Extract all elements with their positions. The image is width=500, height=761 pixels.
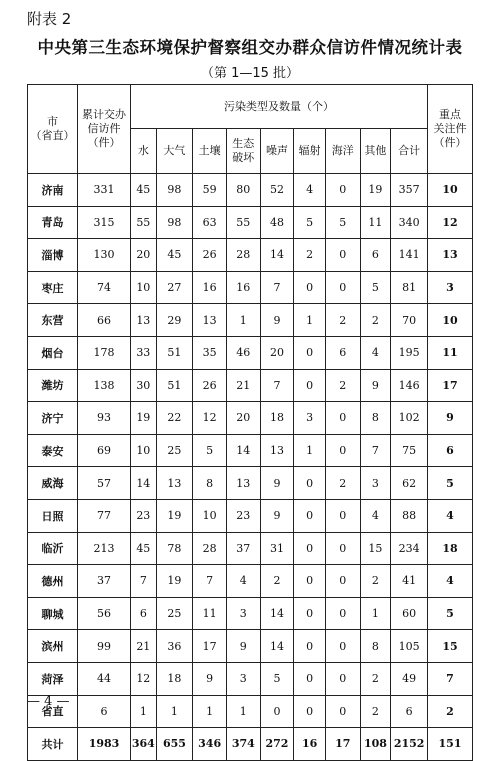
value-cell: 37 — [226, 532, 260, 565]
header-pollution-type: 噪声 — [260, 129, 294, 174]
value-cell: 0 — [294, 565, 326, 598]
value-cell: 105 — [391, 630, 428, 663]
value-cell: 11 — [193, 597, 227, 630]
header-pollution-type: 合计 — [391, 129, 428, 174]
table-row — [28, 239, 473, 272]
value-cell: 9 — [260, 499, 294, 532]
key-cases-cell: 4 — [428, 499, 473, 532]
key-cases-cell: 5 — [428, 597, 473, 630]
value-cell: 52 — [260, 174, 294, 207]
value-cell: 35 — [193, 336, 227, 369]
key-cases-cell: 15 — [428, 630, 473, 663]
value-cell: 5 — [260, 662, 294, 695]
value-cell: 26 — [193, 369, 227, 402]
value-cell: 0 — [325, 630, 360, 663]
value-cell: 1 — [193, 695, 227, 728]
value-cell: 2152 — [391, 728, 428, 761]
city-cell: 青岛 — [28, 206, 78, 239]
header-pollution-type: 生态 破坏 — [226, 129, 260, 174]
value-cell: 1 — [360, 597, 391, 630]
header-pollution-type: 水 — [131, 129, 157, 174]
value-cell: 5 — [294, 206, 326, 239]
value-cell: 138 — [78, 369, 131, 402]
value-cell: 99 — [78, 630, 131, 663]
header-pollution-group: 污染类型及数量（个） — [131, 85, 428, 129]
value-cell: 13 — [156, 467, 193, 500]
key-cases-cell: 4 — [428, 565, 473, 598]
value-cell: 30 — [131, 369, 157, 402]
value-cell: 0 — [260, 695, 294, 728]
header-cumulative: 累计交办 信访件 （件） — [78, 85, 131, 174]
document-subtitle: （第 1—15 批） — [200, 66, 300, 81]
value-cell: 4 — [360, 336, 391, 369]
value-cell: 10 — [193, 499, 227, 532]
value-cell: 374 — [226, 728, 260, 761]
value-cell: 63 — [193, 206, 227, 239]
value-cell: 14 — [260, 239, 294, 272]
value-cell: 18 — [260, 402, 294, 435]
header-pollution-type: 辐射 — [294, 129, 326, 174]
key-cases-cell: 6 — [428, 434, 473, 467]
key-cases-cell: 17 — [428, 369, 473, 402]
city-cell: 威海 — [28, 467, 78, 500]
value-cell: 15 — [360, 532, 391, 565]
value-cell: 26 — [193, 239, 227, 272]
table-row — [28, 434, 473, 467]
value-cell: 2 — [325, 369, 360, 402]
value-cell: 59 — [193, 174, 227, 207]
header-pollution-type: 海洋 — [325, 129, 360, 174]
value-cell: 6 — [131, 597, 157, 630]
table-row — [28, 597, 473, 630]
key-cases-cell: 3 — [428, 271, 473, 304]
city-cell: 省直 — [28, 695, 78, 728]
value-cell: 49 — [391, 662, 428, 695]
value-cell: 3 — [294, 402, 326, 435]
value-cell: 78 — [156, 532, 193, 565]
value-cell: 346 — [193, 728, 227, 761]
city-cell: 济南 — [28, 174, 78, 207]
value-cell: 45 — [131, 532, 157, 565]
value-cell: 17 — [325, 728, 360, 761]
value-cell: 8 — [360, 630, 391, 663]
value-cell: 13 — [260, 434, 294, 467]
value-cell: 102 — [391, 402, 428, 435]
value-cell: 195 — [391, 336, 428, 369]
value-cell: 18 — [156, 662, 193, 695]
value-cell: 20 — [226, 402, 260, 435]
value-cell: 57 — [78, 467, 131, 500]
value-cell: 0 — [325, 695, 360, 728]
value-cell: 44 — [78, 662, 131, 695]
key-cases-cell: 11 — [428, 336, 473, 369]
value-cell: 340 — [391, 206, 428, 239]
value-cell: 20 — [260, 336, 294, 369]
value-cell: 31 — [260, 532, 294, 565]
value-cell: 1 — [156, 695, 193, 728]
value-cell: 0 — [325, 271, 360, 304]
value-cell: 29 — [156, 304, 193, 337]
value-cell: 141 — [391, 239, 428, 272]
value-cell: 364 — [131, 728, 157, 761]
value-cell: 27 — [156, 271, 193, 304]
key-cases-cell: 10 — [428, 174, 473, 207]
value-cell: 7 — [260, 369, 294, 402]
city-cell: 滨州 — [28, 630, 78, 663]
page-number: — 4 — — [27, 694, 70, 709]
value-cell: 19 — [131, 402, 157, 435]
city-cell: 德州 — [28, 565, 78, 598]
value-cell: 0 — [294, 662, 326, 695]
value-cell: 0 — [325, 239, 360, 272]
header-city: 市 （省直） — [28, 85, 78, 174]
value-cell: 357 — [391, 174, 428, 207]
value-cell: 6 — [325, 336, 360, 369]
value-cell: 81 — [391, 271, 428, 304]
key-cases-cell: 7 — [428, 662, 473, 695]
value-cell: 7 — [131, 565, 157, 598]
value-cell: 11 — [360, 206, 391, 239]
value-cell: 14 — [131, 467, 157, 500]
value-cell: 20 — [131, 239, 157, 272]
value-cell: 14 — [260, 597, 294, 630]
value-cell: 0 — [325, 532, 360, 565]
city-cell: 潍坊 — [28, 369, 78, 402]
value-cell: 37 — [78, 565, 131, 598]
value-cell: 2 — [294, 239, 326, 272]
value-cell: 8 — [360, 402, 391, 435]
city-cell: 枣庄 — [28, 271, 78, 304]
value-cell: 51 — [156, 369, 193, 402]
city-cell: 共计 — [28, 728, 78, 761]
value-cell: 2 — [360, 662, 391, 695]
value-cell: 10 — [131, 434, 157, 467]
value-cell: 0 — [294, 336, 326, 369]
value-cell: 2 — [260, 565, 294, 598]
city-cell: 济宁 — [28, 402, 78, 435]
value-cell: 28 — [226, 239, 260, 272]
city-cell: 烟台 — [28, 336, 78, 369]
value-cell: 98 — [156, 174, 193, 207]
key-cases-cell: 151 — [428, 728, 473, 761]
value-cell: 19 — [360, 174, 391, 207]
value-cell: 23 — [131, 499, 157, 532]
value-cell: 0 — [294, 597, 326, 630]
table-row — [28, 565, 473, 598]
table-row — [28, 206, 473, 239]
value-cell: 25 — [156, 434, 193, 467]
appendix-label: 附表 2 — [27, 10, 72, 28]
value-cell: 46 — [226, 336, 260, 369]
value-cell: 2 — [360, 304, 391, 337]
value-cell: 7 — [260, 271, 294, 304]
header-pollution-type: 大气 — [156, 129, 193, 174]
value-cell: 51 — [156, 336, 193, 369]
value-cell: 0 — [294, 369, 326, 402]
city-cell: 淄博 — [28, 239, 78, 272]
value-cell: 36 — [156, 630, 193, 663]
value-cell: 655 — [156, 728, 193, 761]
value-cell: 5 — [360, 271, 391, 304]
city-cell: 东营 — [28, 304, 78, 337]
value-cell: 108 — [360, 728, 391, 761]
value-cell: 23 — [226, 499, 260, 532]
value-cell: 56 — [78, 597, 131, 630]
value-cell: 4 — [294, 174, 326, 207]
table-row — [28, 630, 473, 663]
value-cell: 60 — [391, 597, 428, 630]
value-cell: 3 — [226, 662, 260, 695]
value-cell: 66 — [78, 304, 131, 337]
value-cell: 2 — [325, 467, 360, 500]
value-cell: 0 — [325, 402, 360, 435]
value-cell: 19 — [156, 499, 193, 532]
value-cell: 45 — [131, 174, 157, 207]
value-cell: 8 — [193, 467, 227, 500]
value-cell: 70 — [391, 304, 428, 337]
value-cell: 2 — [360, 695, 391, 728]
value-cell: 14 — [226, 434, 260, 467]
value-cell: 12 — [193, 402, 227, 435]
value-cell: 2 — [360, 565, 391, 598]
value-cell: 4 — [360, 499, 391, 532]
value-cell: 1 — [226, 695, 260, 728]
value-cell: 3 — [226, 597, 260, 630]
value-cell: 21 — [226, 369, 260, 402]
table-row — [28, 402, 473, 435]
value-cell: 9 — [360, 369, 391, 402]
value-cell: 22 — [156, 402, 193, 435]
value-cell: 213 — [78, 532, 131, 565]
value-cell: 3 — [360, 467, 391, 500]
city-cell: 聊城 — [28, 597, 78, 630]
value-cell: 41 — [391, 565, 428, 598]
key-cases-cell: 13 — [428, 239, 473, 272]
value-cell: 45 — [156, 239, 193, 272]
table-row — [28, 369, 473, 402]
value-cell: 0 — [325, 499, 360, 532]
value-cell: 88 — [391, 499, 428, 532]
value-cell: 1 — [294, 304, 326, 337]
value-cell: 19 — [156, 565, 193, 598]
value-cell: 0 — [294, 532, 326, 565]
value-cell: 1983 — [78, 728, 131, 761]
total-row — [28, 728, 473, 761]
value-cell: 33 — [131, 336, 157, 369]
value-cell: 2 — [325, 304, 360, 337]
table-row — [28, 662, 473, 695]
value-cell: 0 — [325, 565, 360, 598]
city-cell: 日照 — [28, 499, 78, 532]
value-cell: 48 — [260, 206, 294, 239]
value-cell: 25 — [156, 597, 193, 630]
value-cell: 10 — [131, 271, 157, 304]
value-cell: 0 — [294, 467, 326, 500]
value-cell: 0 — [325, 174, 360, 207]
value-cell: 178 — [78, 336, 131, 369]
table-row — [28, 304, 473, 337]
table-row — [28, 336, 473, 369]
key-cases-cell: 9 — [428, 402, 473, 435]
value-cell: 1 — [226, 304, 260, 337]
key-cases-cell: 2 — [428, 695, 473, 728]
value-cell: 14 — [260, 630, 294, 663]
value-cell: 9 — [226, 630, 260, 663]
key-cases-cell: 5 — [428, 467, 473, 500]
value-cell: 5 — [193, 434, 227, 467]
value-cell: 12 — [131, 662, 157, 695]
value-cell: 331 — [78, 174, 131, 207]
value-cell: 0 — [325, 434, 360, 467]
table-row — [28, 271, 473, 304]
header-pollution-type: 土壤 — [193, 129, 227, 174]
value-cell: 93 — [78, 402, 131, 435]
value-cell: 13 — [193, 304, 227, 337]
value-cell: 6 — [360, 239, 391, 272]
value-cell: 9 — [193, 662, 227, 695]
value-cell: 98 — [156, 206, 193, 239]
value-cell: 6 — [78, 695, 131, 728]
table-row — [28, 174, 473, 207]
value-cell: 16 — [226, 271, 260, 304]
value-cell: 9 — [260, 467, 294, 500]
value-cell: 1 — [294, 434, 326, 467]
value-cell: 272 — [260, 728, 294, 761]
value-cell: 234 — [391, 532, 428, 565]
header-pollution-type: 其他 — [360, 129, 391, 174]
value-cell: 5 — [325, 206, 360, 239]
key-cases-cell: 12 — [428, 206, 473, 239]
table-row — [28, 532, 473, 565]
value-cell: 28 — [193, 532, 227, 565]
document-title: 中央第三生态环境保护督察组交办群众信访件情况统计表 — [37, 38, 463, 57]
value-cell: 0 — [294, 695, 326, 728]
value-cell: 4 — [226, 565, 260, 598]
value-cell: 13 — [131, 304, 157, 337]
header-key-cases: 重点 关注件 （件） — [428, 85, 473, 174]
value-cell: 7 — [360, 434, 391, 467]
city-cell: 泰安 — [28, 434, 78, 467]
key-cases-cell: 18 — [428, 532, 473, 565]
value-cell: 62 — [391, 467, 428, 500]
city-cell: 临沂 — [28, 532, 78, 565]
value-cell: 7 — [193, 565, 227, 598]
value-cell: 130 — [78, 239, 131, 272]
value-cell: 0 — [325, 662, 360, 695]
table-row — [28, 695, 473, 728]
table-row — [28, 467, 473, 500]
value-cell: 6 — [391, 695, 428, 728]
value-cell: 69 — [78, 434, 131, 467]
value-cell: 75 — [391, 434, 428, 467]
value-cell: 13 — [226, 467, 260, 500]
value-cell: 55 — [226, 206, 260, 239]
value-cell: 77 — [78, 499, 131, 532]
value-cell: 21 — [131, 630, 157, 663]
city-cell: 菏泽 — [28, 662, 78, 695]
value-cell: 0 — [294, 499, 326, 532]
value-cell: 0 — [294, 271, 326, 304]
value-cell: 1 — [131, 695, 157, 728]
value-cell: 80 — [226, 174, 260, 207]
key-cases-cell: 10 — [428, 304, 473, 337]
value-cell: 9 — [260, 304, 294, 337]
value-cell: 0 — [294, 630, 326, 663]
value-cell: 146 — [391, 369, 428, 402]
value-cell: 0 — [325, 597, 360, 630]
value-cell: 74 — [78, 271, 131, 304]
value-cell: 55 — [131, 206, 157, 239]
statistics-table — [27, 84, 473, 761]
value-cell: 16 — [193, 271, 227, 304]
table-row — [28, 499, 473, 532]
value-cell: 16 — [294, 728, 326, 761]
value-cell: 17 — [193, 630, 227, 663]
value-cell: 315 — [78, 206, 131, 239]
